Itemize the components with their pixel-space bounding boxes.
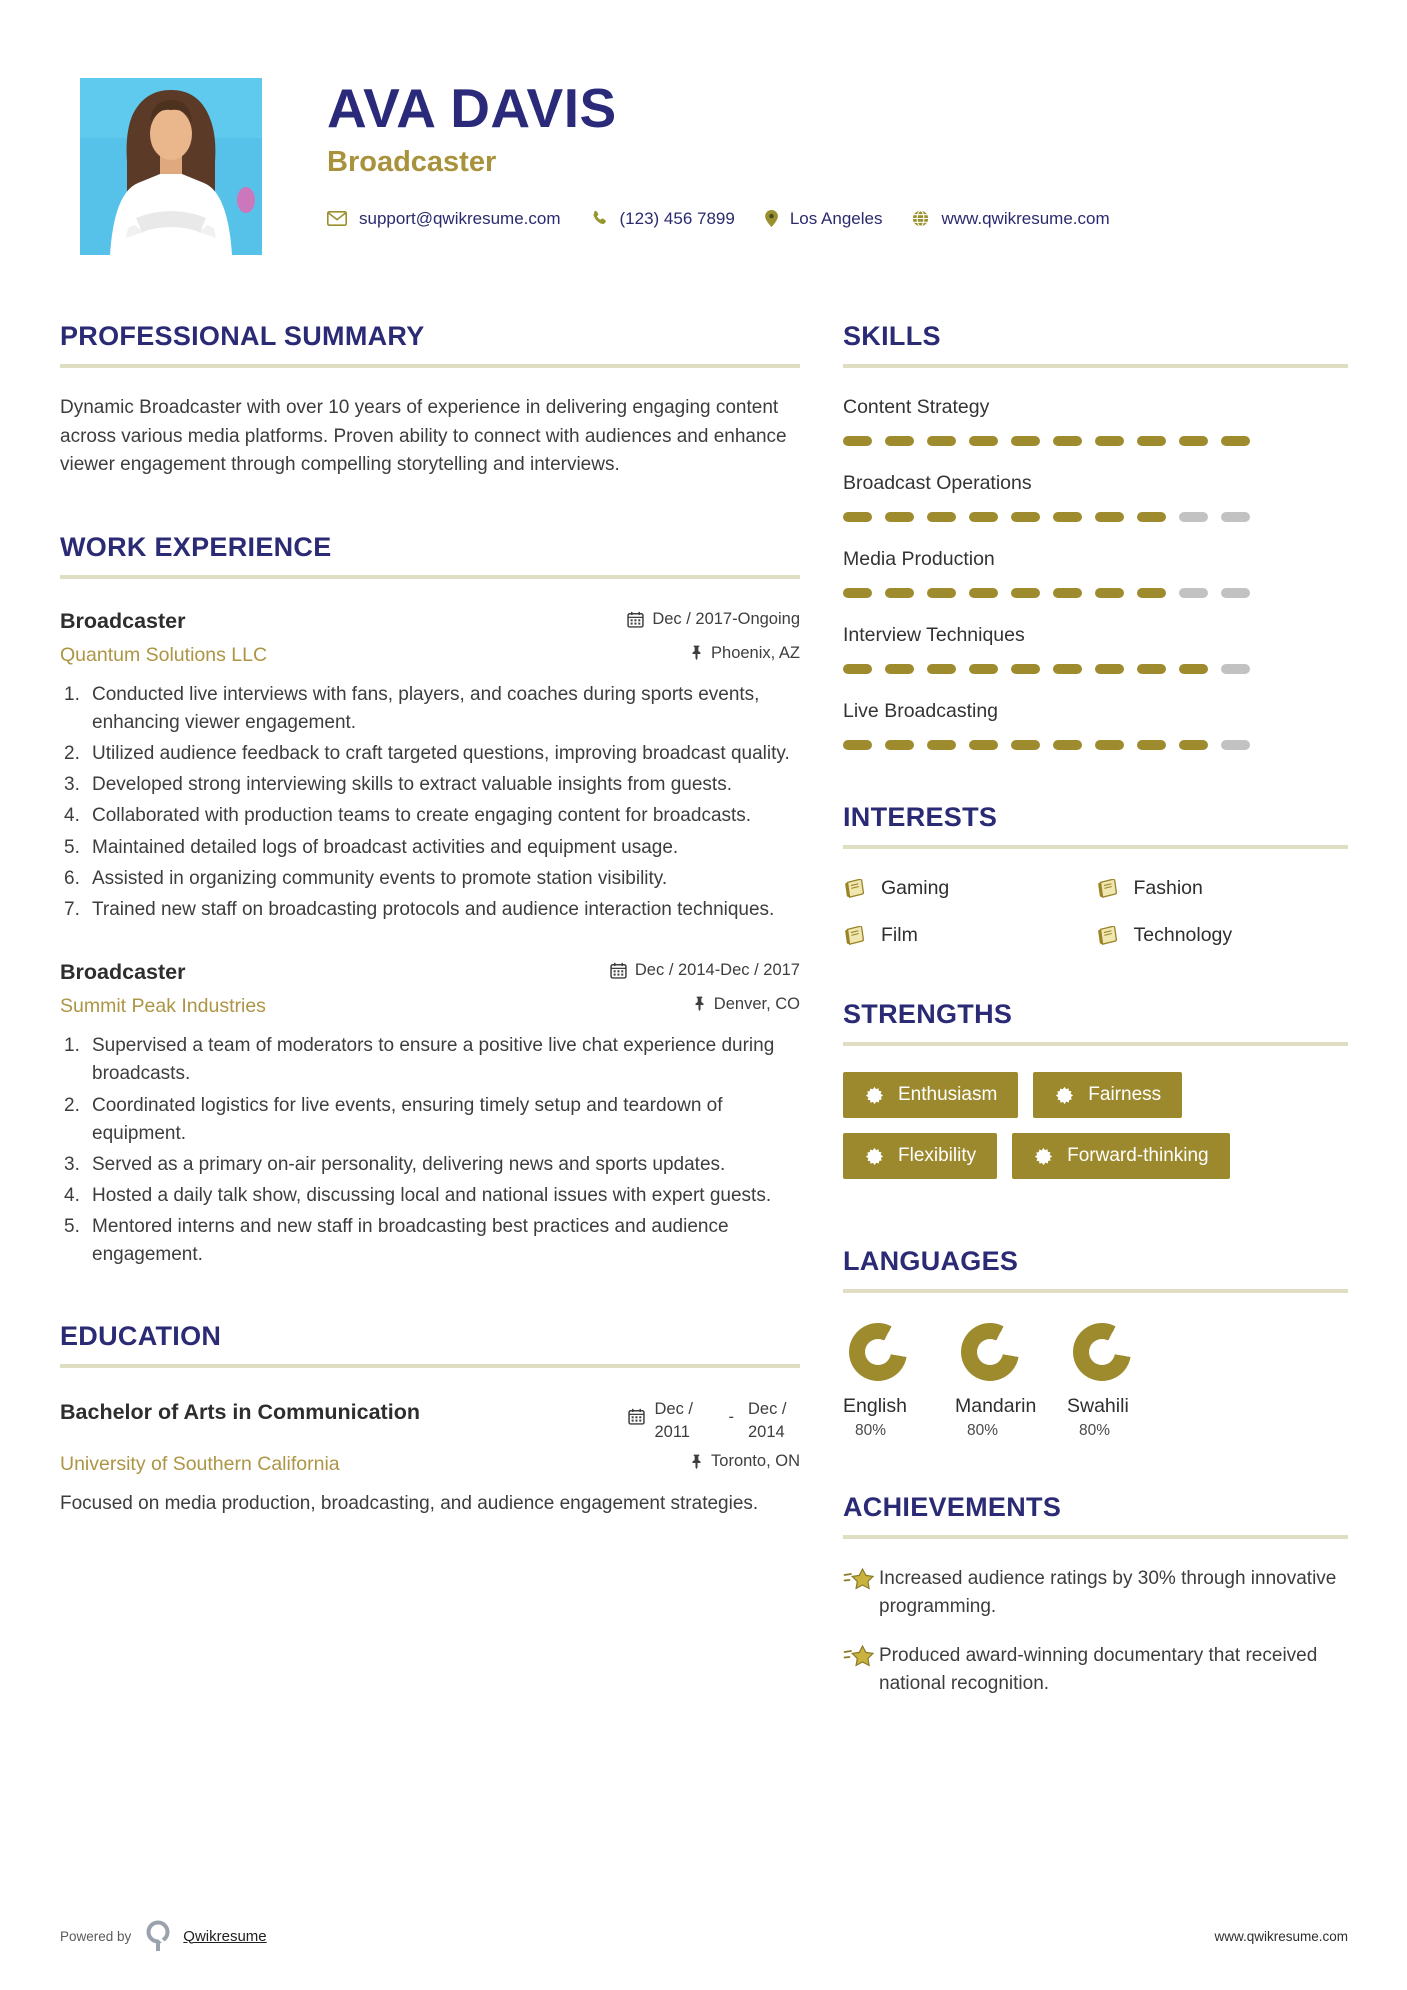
- section-rule: [60, 364, 800, 368]
- skill-dash-filled: [1011, 512, 1040, 522]
- language-item: [1067, 1323, 1179, 1440]
- job-bullet: Hosted a daily talk show, discussing local and national issues with expert guests.: [92, 1184, 772, 1206]
- job-bullet-list: [60, 681, 800, 924]
- job-dates: [610, 961, 800, 980]
- strength-badge: [1012, 1133, 1230, 1179]
- content-columns: [0, 255, 1407, 1749]
- footer-website-link[interactable]: www.qwikresume.com: [1214, 1928, 1348, 1944]
- job-dates-text: Dec / 2014-Dec / 2017: [634, 960, 800, 979]
- section-rule: [843, 845, 1348, 849]
- job-bullet: Assisted in organizing community events to promote station visibility.: [92, 867, 668, 889]
- job-bullet: Developed strong interviewing skills to extract valuable insights from guests.: [92, 774, 732, 796]
- section-rule: [60, 1364, 800, 1368]
- skill-dash-filled: [969, 436, 998, 446]
- shooting-star-icon: [843, 1644, 875, 1672]
- achievement-text: Increased audience ratings by 30% through innovative programming.: [879, 1568, 1337, 1617]
- language-item: [843, 1323, 955, 1440]
- strength-label: Flexibility: [898, 1145, 977, 1166]
- strengths-section: [843, 999, 1348, 1194]
- strength-badge: [843, 1072, 1018, 1118]
- skill-dash-filled: [843, 588, 872, 598]
- skill-level-bar: [843, 512, 1348, 522]
- person-job-title: Broadcaster: [327, 145, 497, 178]
- left-column: [60, 321, 800, 1570]
- skill-dash-empty: [1221, 664, 1250, 674]
- skill-item: [843, 472, 1348, 522]
- interest-item: [1096, 877, 1349, 900]
- book-icon: [1096, 879, 1119, 898]
- language-percent: 80%: [967, 1422, 999, 1439]
- skill-dash-empty: [1221, 512, 1250, 522]
- skill-dash-filled: [1095, 588, 1124, 598]
- brand-link[interactable]: Qwikresume: [183, 1927, 267, 1945]
- education-date-separator: -: [728, 1408, 734, 1427]
- education-heading: EDUCATION: [60, 1321, 222, 1352]
- section-rule: [60, 575, 800, 579]
- calendar-icon: [628, 1408, 645, 1425]
- job-list: [60, 609, 800, 1270]
- job-bullet: Trained new staff on broadcasting protocols and audience interaction techniques.: [92, 898, 775, 920]
- achievement-text: Produced award-winning documentary that received national recognition.: [879, 1645, 1318, 1694]
- section-rule: [843, 364, 1348, 368]
- interests-section: [843, 802, 1348, 947]
- skill-dash-filled: [1011, 740, 1040, 750]
- strength-badge: [843, 1133, 997, 1179]
- interest-label: Fashion: [1133, 877, 1203, 899]
- skill-dash-filled: [1011, 588, 1040, 598]
- education-school: University of Southern California: [60, 1452, 340, 1475]
- job-bullet: Utilized audience feedback to craft targeted questions, improving broadcast quality.: [92, 743, 790, 765]
- job-title: Broadcaster: [60, 608, 186, 633]
- skill-name: Media Production: [843, 548, 995, 570]
- shooting-star-icon: [843, 1567, 875, 1595]
- achievement-item: [843, 1642, 1348, 1697]
- skills-heading: SKILLS: [843, 321, 941, 351]
- contact-website-text: www.qwikresume.com: [941, 208, 1110, 228]
- calendar-icon: [627, 611, 644, 628]
- flower-badge-icon: [1033, 1146, 1054, 1167]
- skill-dash-filled: [927, 512, 956, 522]
- language-name: Swahili: [1067, 1395, 1129, 1417]
- job-dates-text: Dec / 2017-Ongoing: [652, 609, 800, 628]
- skill-dash-filled: [1053, 740, 1082, 750]
- strength-label: Enthusiasm: [898, 1084, 998, 1105]
- skill-dash-filled: [1137, 664, 1166, 674]
- contact-location: [765, 209, 883, 229]
- skill-dash-empty: [1179, 588, 1208, 598]
- strengths-heading: STRENGTHS: [843, 999, 1013, 1029]
- strength-badge: [1033, 1072, 1182, 1118]
- book-icon: [843, 926, 866, 945]
- skill-dash-filled: [1053, 588, 1082, 598]
- skill-dash-filled: [1095, 512, 1124, 522]
- flower-badge-icon: [864, 1146, 885, 1167]
- education-location-text: Toronto, ON: [711, 1452, 800, 1471]
- skill-dash-filled: [885, 664, 914, 674]
- skill-dash-empty: [1221, 740, 1250, 750]
- skill-dash-filled: [1221, 436, 1250, 446]
- language-progress-ring: [849, 1323, 907, 1381]
- language-progress-ring: [961, 1323, 1019, 1381]
- skill-dash-filled: [885, 740, 914, 750]
- skill-item: [843, 700, 1348, 750]
- job-bullet: Conducted live interviews with fans, players, and coaches during sports events, enhancing viewer engagement.: [92, 684, 760, 734]
- skill-name: Interview Techniques: [843, 624, 1025, 646]
- profile-photo-illustration: [80, 78, 262, 255]
- job-bullet: Mentored interns and new staff in broadcasting best practices and audience engagement.: [92, 1216, 729, 1266]
- profile-photo: [80, 78, 262, 255]
- job-entry: [60, 609, 800, 924]
- language-percent: 80%: [855, 1422, 887, 1439]
- language-progress-ring: [1073, 1323, 1131, 1381]
- interests-heading: INTERESTS: [843, 802, 998, 832]
- flower-badge-icon: [864, 1085, 885, 1106]
- skill-dash-filled: [1053, 512, 1082, 522]
- achievements-section: [843, 1492, 1348, 1697]
- language-name: Mandarin: [955, 1395, 1037, 1417]
- language-item: [955, 1323, 1067, 1440]
- skill-dash-empty: [1221, 588, 1250, 598]
- contact-email[interactable]: [327, 209, 561, 229]
- skill-dash-filled: [885, 588, 914, 598]
- education-description: Focused on media production, broadcasting, and audience engagement strategies.: [60, 1492, 759, 1514]
- skill-dash-filled: [1137, 588, 1166, 598]
- interest-label: Gaming: [881, 877, 950, 899]
- strength-label: Forward-thinking: [1067, 1145, 1209, 1166]
- section-rule: [843, 1042, 1348, 1046]
- education-entry: [60, 1398, 800, 1518]
- strengths-list: [843, 1072, 1348, 1194]
- skill-dash-filled: [927, 436, 956, 446]
- job-location-text: Phoenix, AZ: [711, 643, 800, 662]
- job-location-text: Denver, CO: [713, 994, 800, 1013]
- skill-item: [843, 396, 1348, 446]
- language-percent: 80%: [1079, 1422, 1111, 1439]
- summary-text: Dynamic Broadcaster with over 10 years of experience in delivering engaging content across various media platforms. Proven ability to connect with audiences and enhance viewer engagement through compelling storytelling and interviews.: [60, 397, 787, 475]
- skill-dash-filled: [1011, 436, 1040, 446]
- job-bullet: Collaborated with production teams to create engaging content for broadcasts.: [92, 805, 752, 827]
- education-date-start: Dec / 2011: [654, 1400, 694, 1442]
- contact-row: [327, 209, 1140, 229]
- header: [0, 0, 1407, 255]
- skill-dash-filled: [1179, 664, 1208, 674]
- skill-level-bar: [843, 664, 1348, 674]
- flower-badge-icon: [1054, 1085, 1075, 1106]
- push-pin-icon: [690, 645, 703, 661]
- summary-section: [60, 321, 800, 480]
- book-icon: [1096, 926, 1119, 945]
- footer: [60, 1920, 1348, 1952]
- map-pin-icon: [765, 210, 778, 227]
- education-degree: Bachelor of Arts in Communication: [60, 1400, 420, 1425]
- skill-dash-filled: [969, 740, 998, 750]
- strength-label: Fairness: [1088, 1084, 1162, 1105]
- section-rule: [843, 1535, 1348, 1539]
- push-pin-icon: [693, 996, 706, 1012]
- header-text: [327, 78, 1140, 255]
- skill-dash-filled: [843, 740, 872, 750]
- powered-by: [60, 1920, 267, 1952]
- contact-phone: [591, 209, 735, 229]
- interests-list: [843, 877, 1348, 947]
- skill-dash-filled: [1095, 740, 1124, 750]
- skill-name: Broadcast Operations: [843, 472, 1032, 494]
- skill-dash-filled: [885, 436, 914, 446]
- contact-email-text: support@qwikresume.com: [359, 208, 561, 228]
- interest-item: [843, 877, 1096, 900]
- interest-item: [843, 924, 1096, 947]
- skill-level-bar: [843, 436, 1348, 446]
- skill-dash-filled: [1095, 664, 1124, 674]
- skill-dash-filled: [969, 588, 998, 598]
- skill-dash-filled: [927, 588, 956, 598]
- skill-dash-filled: [927, 664, 956, 674]
- skill-name: Live Broadcasting: [843, 700, 999, 722]
- job-entry: [60, 960, 800, 1269]
- interest-label: Film: [881, 924, 918, 946]
- job-title: Broadcaster: [60, 959, 186, 984]
- skill-dash-filled: [927, 740, 956, 750]
- skill-dash-filled: [843, 436, 872, 446]
- skill-dash-filled: [969, 664, 998, 674]
- globe-icon: [912, 210, 929, 227]
- job-bullet: Maintained detailed logs of broadcast activities and equipment usage.: [92, 836, 679, 858]
- skill-dash-filled: [1137, 740, 1166, 750]
- achievements-heading: ACHIEVEMENTS: [843, 1492, 1062, 1522]
- skill-dash-empty: [1179, 512, 1208, 522]
- right-column: [843, 321, 1348, 1749]
- languages-heading: LANGUAGES: [843, 1246, 1019, 1276]
- interest-label: Technology: [1133, 924, 1233, 946]
- skill-dash-filled: [1179, 740, 1208, 750]
- job-location: [693, 995, 800, 1014]
- skill-dash-filled: [1053, 436, 1082, 446]
- skill-dash-filled: [969, 512, 998, 522]
- book-icon: [843, 879, 866, 898]
- job-bullet: Served as a primary on-air personality, delivering news and sports updates.: [92, 1153, 726, 1175]
- skills-section: [843, 321, 1348, 750]
- interest-item: [1096, 924, 1349, 947]
- phone-icon: [591, 210, 608, 227]
- job-bullet: Coordinated logistics for live events, ensuring timely setup and teardown of equipment.: [92, 1094, 723, 1144]
- skill-item: [843, 548, 1348, 598]
- job-company: Quantum Solutions LLC: [60, 644, 268, 666]
- education-location: [690, 1452, 800, 1471]
- skill-dash-filled: [1137, 512, 1166, 522]
- language-name: English: [843, 1395, 907, 1417]
- job-bullet: Supervised a team of moderators to ensure a positive live chat experience during broadcasts.: [92, 1035, 775, 1085]
- experience-heading: WORK EXPERIENCE: [60, 531, 332, 562]
- push-pin-icon: [690, 1454, 703, 1470]
- skill-dash-filled: [1011, 664, 1040, 674]
- summary-heading: PROFESSIONAL SUMMARY: [60, 321, 425, 351]
- job-bullet-list: [60, 1032, 800, 1269]
- skill-name: Content Strategy: [843, 396, 990, 418]
- education-date-end: Dec / 2014: [748, 1400, 787, 1442]
- achievements-list: [843, 1565, 1348, 1697]
- skill-dash-filled: [885, 512, 914, 522]
- skill-dash-filled: [843, 512, 872, 522]
- envelope-icon: [327, 211, 347, 226]
- achievement-item: [843, 1565, 1348, 1620]
- calendar-icon: [610, 962, 627, 979]
- powered-by-text: Powered by: [60, 1928, 132, 1944]
- education-section: [60, 1321, 800, 1518]
- q-logo-icon: [145, 1920, 173, 1952]
- section-rule: [843, 1289, 1348, 1293]
- job-company: Summit Peak Industries: [60, 995, 266, 1018]
- person-name: AVA DAVIS: [327, 77, 617, 139]
- job-location: [690, 644, 800, 663]
- skill-dash-filled: [1053, 664, 1082, 674]
- skill-dash-filled: [1095, 436, 1124, 446]
- job-dates: [627, 610, 800, 629]
- skill-dash-filled: [1137, 436, 1166, 446]
- contact-location-text: Los Angeles: [789, 208, 883, 228]
- contact-website[interactable]: [912, 209, 1109, 229]
- contact-phone-text: (123) 456 7899: [619, 208, 735, 228]
- skill-dash-filled: [843, 664, 872, 674]
- skill-level-bar: [843, 588, 1348, 598]
- skill-dash-filled: [1179, 436, 1208, 446]
- skills-list: [843, 396, 1348, 750]
- skill-item: [843, 624, 1348, 674]
- languages-list: [843, 1323, 1348, 1440]
- experience-section: [60, 532, 800, 1270]
- languages-section: [843, 1246, 1348, 1440]
- education-dates: [628, 1398, 801, 1444]
- skill-level-bar: [843, 740, 1348, 750]
